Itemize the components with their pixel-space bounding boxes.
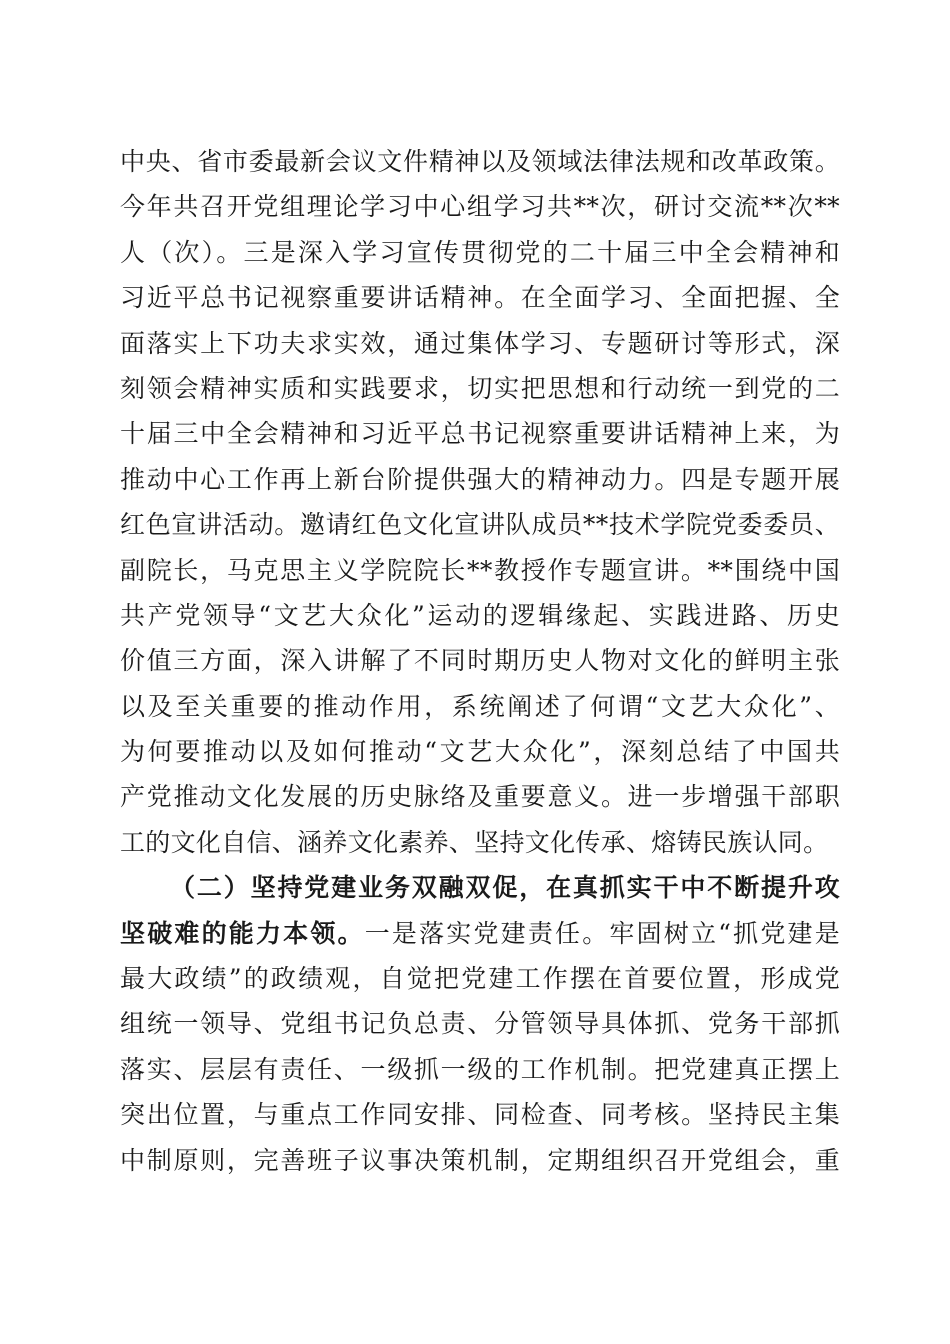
- text-line: 以及至关重要的推动作用，系统阐述了何谓“文艺大众化”、: [120, 691, 840, 721]
- text-line: 今年共召开党组理论学习中心组学习共**次，研讨交流**次**: [120, 192, 840, 222]
- body-text: [120, 139, 840, 1183]
- text-line: 副院长，马克思主义学院院长**教授作专题宣讲。**围绕中国: [120, 555, 840, 585]
- text-line: 习近平总书记视察重要讲话精神。在全面学习、全面把握、全: [120, 283, 840, 313]
- text-line: 落实、层层有责任、一级抓一级的工作机制。把党建真正摆上: [120, 1054, 840, 1084]
- text-line: 十届三中全会精神和习近平总书记视察重要讲话精神上来，为: [120, 419, 840, 449]
- text-line: 共产党领导“文艺大众化”运动的逻辑缘起、实践进路、历史: [120, 600, 840, 630]
- text-segment: 一是落实党建责任。牢固树立“抓党建是: [364, 918, 840, 948]
- text-line: 突出位置，与重点工作同安排、同检查、同考核。坚持民主集: [120, 1100, 840, 1130]
- section-heading: （二）坚持党建业务双融双促，在真抓实干中不断提升攻: [170, 873, 840, 903]
- text-line: 为何要推动以及如何推动“文艺大众化”，深刻总结了中国共: [120, 737, 840, 767]
- text-line: 刻领会精神实质和实践要求，切实把思想和行动统一到党的二: [120, 373, 840, 403]
- text-line: 价值三方面，深入讲解了不同时期历史人物对文化的鲜明主张: [120, 646, 840, 676]
- text-line: 推动中心工作再上新台阶提供强大的精神动力。四是专题开展: [120, 464, 840, 494]
- text-line: 工的文化自信、涵养文化素养、坚持文化传承、熔铸民族认同。: [120, 827, 829, 857]
- text-line: 最大政绩”的政绩观，自觉把党建工作摆在首要位置，形成党: [120, 964, 840, 994]
- text-line: 面落实上下功夫求实效，通过集体学习、专题研讨等形式，深: [120, 328, 840, 358]
- section-heading-tail: 坚破难的能力本领。: [120, 918, 365, 948]
- text-line: 产党推动文化发展的历史脉络及重要意义。进一步增强干部职: [120, 782, 840, 812]
- text-line: 人（次）。三是深入学习宣传贯彻党的二十届三中全会精神和: [120, 237, 840, 267]
- text-line: 中央、省市委最新会议文件精神以及领域法律法规和改革政策。: [120, 147, 840, 176]
- text-line: 中制原则，完善班子议事决策机制，定期组织召开党组会，重: [120, 1145, 840, 1175]
- section-heading-continuation: [120, 911, 840, 956]
- text-line: 组统一领导、党组书记负总责、分管领导具体抓、党务干部抓: [120, 1009, 840, 1039]
- text-line: 红色宣讲活动。邀请红色文化宣讲队成员**技术学院党委委员、: [120, 510, 840, 540]
